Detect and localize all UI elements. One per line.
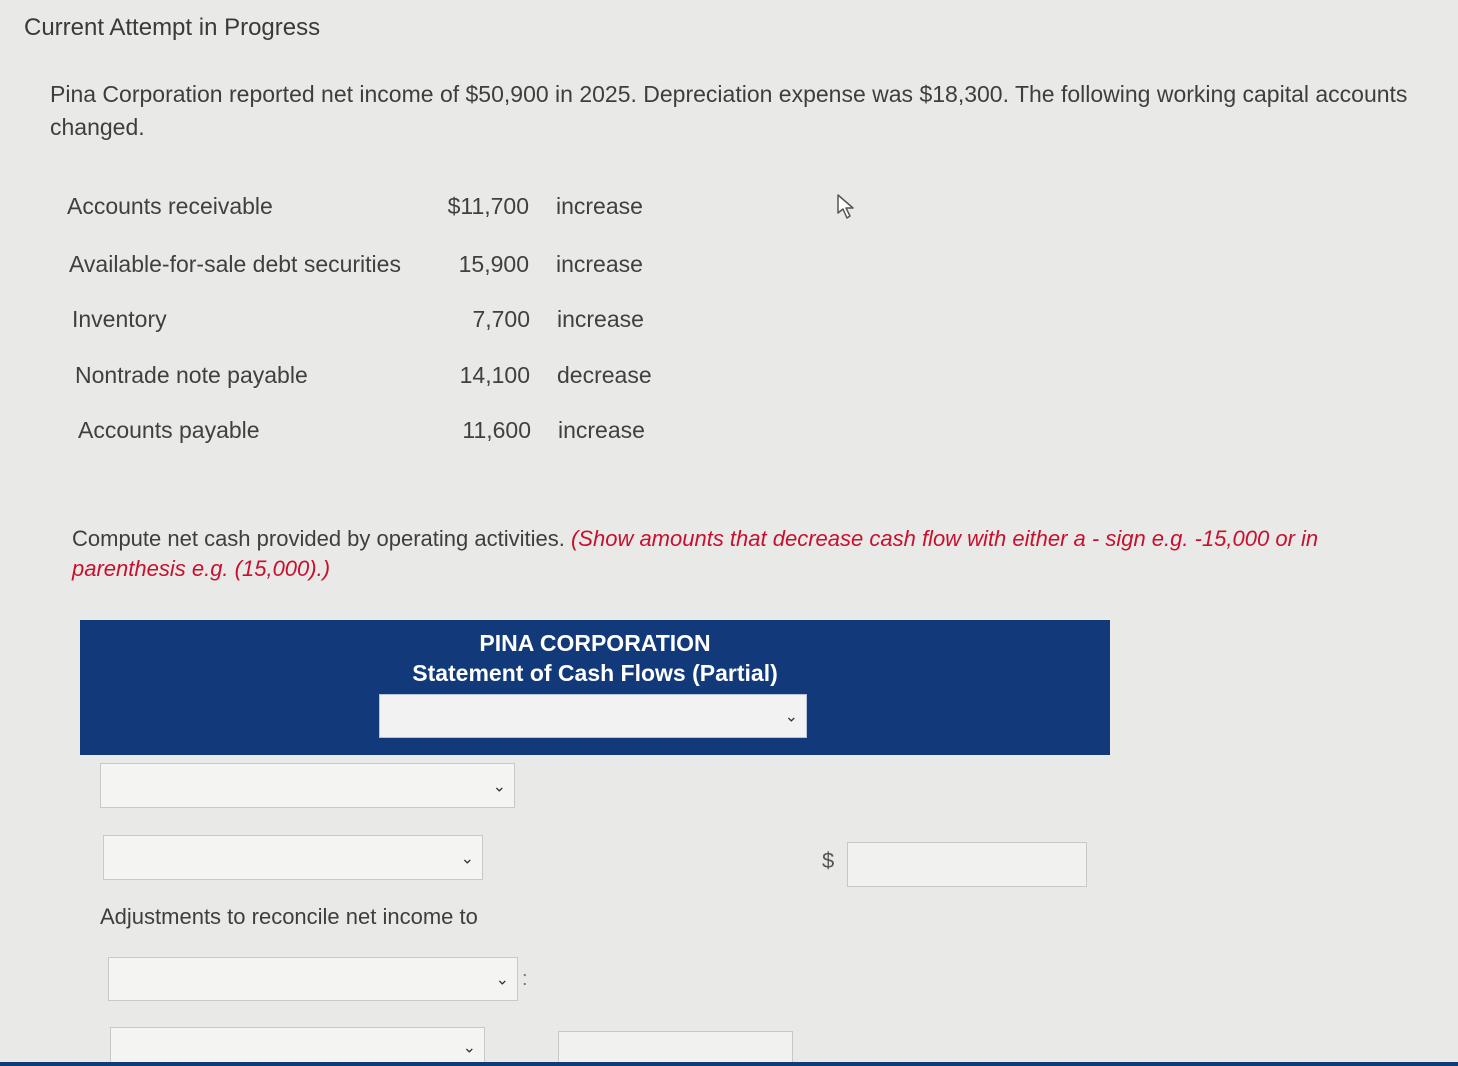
account-amount: 11,600: [462, 417, 531, 443]
account-direction: increase: [556, 251, 643, 277]
statement-header: [80, 620, 1110, 755]
currency-symbol: $: [822, 848, 835, 873]
account-name: Nontrade note payable: [75, 362, 308, 388]
chevron-down-icon: ⌄: [460, 848, 474, 867]
account-amount: 14,100: [459, 362, 530, 388]
adjustments-label: Adjustments to reconcile net income to: [100, 904, 478, 929]
instruction-text: [72, 524, 1402, 584]
account-direction: increase: [557, 306, 644, 332]
account-amount: $11,700: [447, 193, 529, 219]
account-name: Inventory: [72, 306, 167, 332]
instruction-main: Compute net cash provided by operating activities.: [72, 526, 565, 551]
account-name: Accounts payable: [78, 417, 260, 443]
account-direction: increase: [558, 417, 645, 443]
account-direction: decrease: [557, 362, 652, 388]
account-name: Accounts receivable: [67, 193, 273, 219]
account-amount: 15,900: [458, 251, 529, 277]
bottom-accent-bar: [0, 1062, 1458, 1066]
line-item-select-1[interactable]: [100, 763, 515, 808]
chevron-down-icon: ⌄: [784, 706, 798, 726]
pointer-cursor-icon: [836, 194, 858, 220]
instruction-note: (Show amounts that decrease cash flow with either a - sign e.g. -15,000 or in parenthesis e.g. (15,000).): [72, 526, 1319, 581]
chevron-down-icon: ⌄: [492, 776, 506, 795]
status-text: Current Attempt in Progress: [24, 14, 321, 41]
colon-separator: :: [522, 968, 528, 990]
adjustment-item-select[interactable]: [110, 1027, 485, 1066]
company-name: PINA CORPORATION: [479, 630, 711, 656]
chevron-down-icon: ⌄: [462, 1037, 476, 1057]
problem-intro: Pina Corporation reported net income of $50,900 in 2025. Depreciation expense was $18,300. The following working capital accounts changed.: [50, 81, 1408, 140]
statement-title: Statement of Cash Flows (Partial): [412, 660, 778, 686]
adjustment-amount-input[interactable]: [558, 1031, 793, 1066]
account-direction: increase: [556, 193, 643, 219]
net-income-amount-input[interactable]: [847, 842, 1087, 887]
adjustments-select[interactable]: [108, 957, 518, 1001]
chevron-down-icon: ⌄: [495, 969, 509, 989]
account-name: Available-for-sale debt securities: [69, 251, 401, 277]
line-item-select-2[interactable]: [103, 835, 483, 880]
account-amount: 7,700: [472, 306, 530, 332]
period-select[interactable]: [379, 694, 807, 738]
